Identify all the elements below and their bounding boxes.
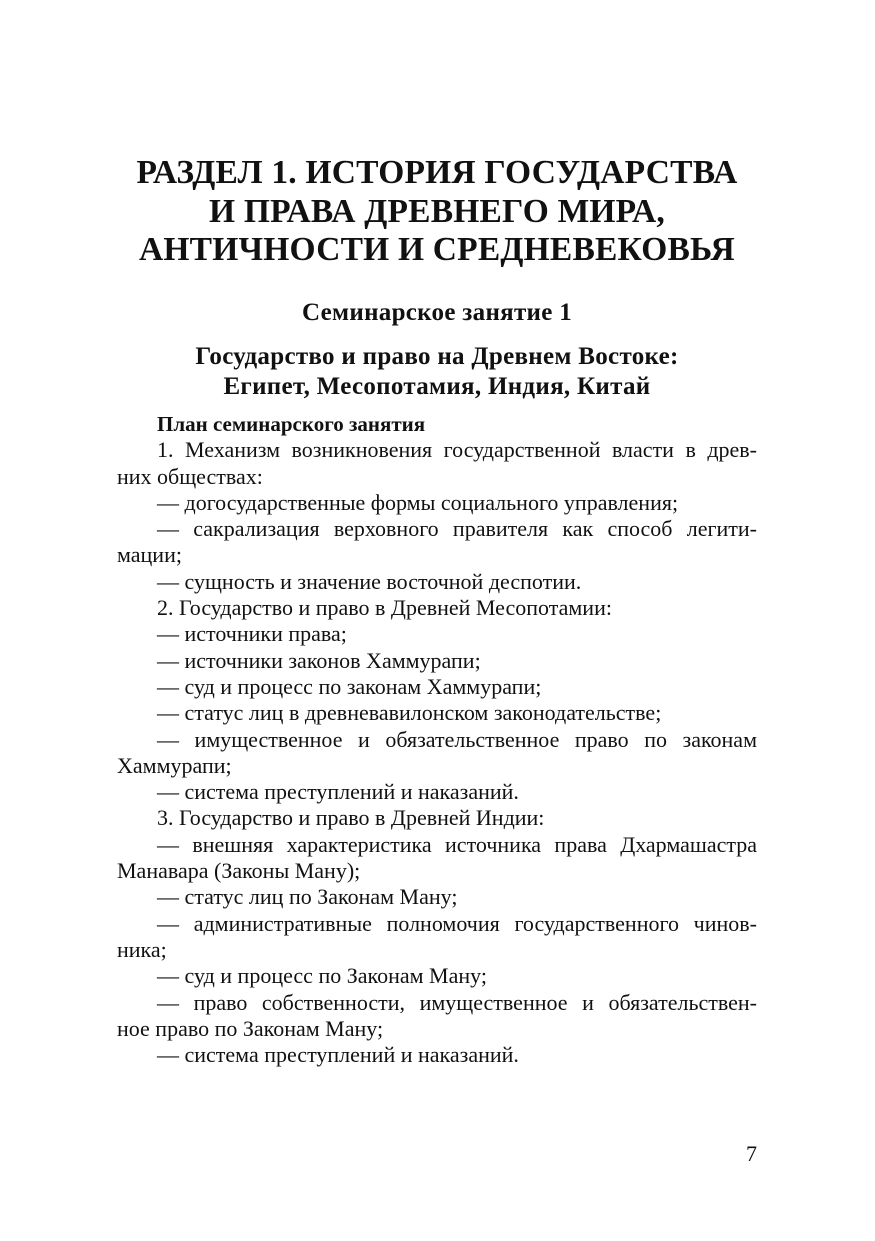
plan-subitem: — право собственности, имущественное и обязательствен- [157, 989, 757, 1015]
plan-subitem: — источники законов Хаммурапи; [157, 647, 481, 673]
section-title-line: РАЗДЕЛ 1. ИСТОРИЯ ГОСУДАРСТВА [136, 154, 738, 191]
plan-subitem: — источники права; [157, 621, 347, 647]
plan-subitem: — система преступлений и наказаний. [157, 779, 519, 805]
section-title [117, 154, 757, 270]
plan-subitem: ное право по Законам Ману; [117, 1015, 384, 1041]
section-title-line: И ПРАВА ДРЕВНЕГО МИРА, [209, 192, 665, 230]
plan-heading: План семинарского занятия [157, 412, 426, 436]
plan-subitem: — сущность и значение восточной деспотии. [157, 568, 582, 594]
plan-subitem: — догосударственные формы социального управления; [157, 489, 679, 515]
plan-subitem: — статус лиц по Законам Ману; [157, 884, 458, 910]
plan-subitem: — внешняя характеристика источника права Дхармашастра [157, 831, 757, 857]
plan-subitem: Манавара (Законы Ману); [117, 858, 361, 884]
plan-subitem: — суд и процесс по законам Хаммурапи; [157, 673, 542, 699]
plan-item: 2. Государство и право в Древней Месопотамии: [157, 595, 612, 621]
seminar-topic [117, 342, 757, 402]
plan-subitem: Хаммурапи; [117, 752, 232, 778]
plan-item: них обществах: [117, 463, 263, 489]
plan-subitem: — суд и процесс по Законам Ману; [157, 963, 487, 989]
page-number: 7 [746, 1141, 757, 1166]
plan-subitem: мации; [117, 542, 182, 568]
seminar-topic-line: Государство и право на Древнем Востоке: [195, 343, 679, 370]
plan-subitem: — административные полномочия государственного чинов- [157, 910, 757, 936]
plan-item: 3. Государство и право в Древней Индии: [157, 805, 545, 831]
plan-subitem: — статус лиц в древневавилонском законодательстве; [157, 700, 662, 726]
plan-subitem: ника; [117, 936, 167, 962]
plan-subitem: — система преступлений и наказаний. [157, 1042, 519, 1068]
plan-item: 1. Механизм возникновения государственной власти в древ- [157, 437, 757, 463]
plan-subitem: — имущественное и обязательственное право по законам [157, 726, 757, 752]
seminar-label: Семинарское занятие 1 [301, 299, 573, 326]
book-page [117, 0, 757, 1241]
seminar-topic-line: Египет, Месопотамия, Индия, Китай [223, 373, 651, 400]
seminar-plan [117, 411, 757, 1068]
section-title-line: АНТИЧНОСТИ И СРЕДНЕВЕКОВЬЯ [139, 231, 735, 268]
plan-subitem: — сакрализация верховного правителя как способ легити- [157, 516, 757, 542]
